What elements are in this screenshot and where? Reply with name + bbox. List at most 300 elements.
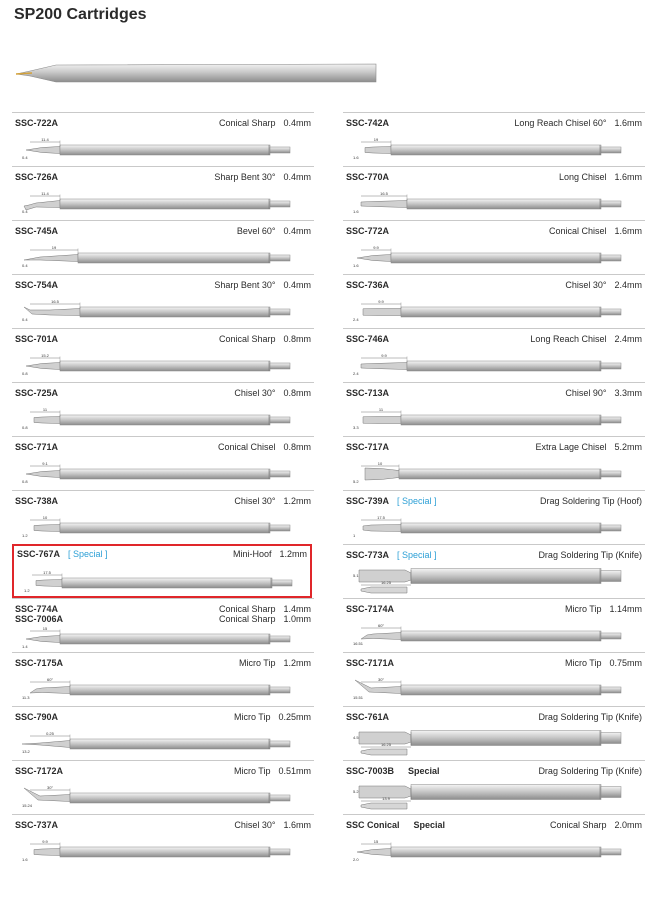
model-label: SSC-7003B — [346, 766, 395, 776]
tip-type: Chisel 30° — [234, 388, 276, 398]
cartridge-entry — [343, 382, 645, 437]
dimension-width: 1.6 — [353, 209, 359, 214]
cartridge-entry — [343, 814, 645, 869]
tip-size: 1.4mm — [283, 604, 311, 614]
tip-type: Chisel 30° — [565, 280, 607, 290]
tip-size: 0.51mm — [278, 766, 311, 776]
dimension-length: 60° — [377, 623, 385, 628]
model-label: SSC-773A — [346, 550, 390, 560]
model-label: SSC-7174A — [346, 604, 395, 614]
cartridge-entry — [343, 220, 645, 275]
dimension-width: 1.4 — [22, 644, 28, 649]
cartridge-shaft — [60, 361, 270, 371]
cartridge-drawing — [20, 189, 300, 219]
tip-type: Conical Sharp — [218, 334, 276, 344]
model-label: SSC-738A — [15, 496, 59, 506]
cartridge-shaft — [60, 523, 270, 533]
cartridge-entry — [12, 436, 314, 491]
tip-type: Conical Sharp — [218, 604, 276, 614]
cartridge-end — [601, 309, 621, 315]
cartridge-shaft — [70, 739, 270, 749]
model-label: SSC-726A — [15, 172, 59, 182]
cartridge-entry — [12, 814, 314, 869]
cartridge-drawing — [351, 405, 631, 435]
cartridge-shaft — [391, 847, 601, 857]
model-number — [346, 496, 437, 507]
cartridge-end — [270, 525, 290, 531]
tip-description — [540, 496, 642, 507]
tip-size: 5.2mm — [614, 442, 642, 452]
dimension-length: 16.5 — [51, 299, 59, 304]
cartridge-drawing — [351, 783, 631, 813]
special-badge: [ Special ] — [68, 549, 108, 559]
cartridge-end — [601, 363, 621, 369]
cartridge-drawing — [20, 837, 300, 867]
model-label: SSC-746A — [346, 334, 390, 344]
cartridge-entry-highlighted — [12, 544, 312, 598]
cartridge-end — [270, 255, 290, 261]
cartridge-end — [270, 201, 290, 207]
dimension-width: 5.2 — [353, 479, 359, 484]
tip-type: Drag Soldering Tip (Knife) — [538, 712, 642, 722]
cartridge-shaft — [70, 793, 270, 803]
tip-type: Mini-Hoof — [232, 549, 272, 559]
tip-profile — [24, 201, 60, 211]
dimension-length: 16.5 — [380, 191, 388, 196]
model-number — [15, 442, 58, 453]
dimension-length: 15 — [42, 626, 48, 631]
cartridge-end — [270, 471, 290, 477]
cartridge-end — [601, 687, 621, 693]
tip-size: 0.4mm — [283, 226, 311, 236]
dimension-width: 0.8 — [22, 425, 28, 430]
dimension-length: 11.4 — [41, 191, 49, 196]
dimension-width: 2.4 — [353, 371, 359, 376]
dimension-length: 0.25 — [46, 731, 54, 736]
tip-size: 2.4mm — [614, 280, 642, 290]
cartridge-shaft — [60, 415, 270, 425]
model-number — [346, 118, 389, 129]
tip-profile — [361, 201, 407, 208]
dimension-width: 1 — [353, 533, 356, 538]
cartridge-drawing — [351, 351, 631, 381]
dimension-width: 5.2 — [353, 789, 359, 794]
cartridge-shaft — [399, 469, 601, 479]
cartridge-end — [270, 849, 290, 855]
dimension-width: 1.6 — [353, 263, 359, 268]
tip-type: Drag Soldering Tip (Hoof) — [539, 496, 642, 506]
tip-description — [550, 820, 642, 831]
cartridge-drawing — [20, 729, 300, 759]
dimension-width: 15.51 — [353, 695, 364, 700]
cartridge-end — [270, 636, 290, 642]
cartridge-end — [601, 525, 621, 531]
tip-size: 2.4mm — [614, 334, 642, 344]
dimension-length: 9.9 — [373, 245, 379, 250]
dimension-width: 11.3 — [22, 695, 30, 700]
dimension-length: 11 — [42, 407, 48, 412]
tip-type: Conical Chisel — [548, 226, 607, 236]
dimension-length: 30° — [46, 785, 54, 790]
cartridge-end — [601, 147, 621, 153]
cartridge-end — [270, 795, 290, 801]
tip-description — [219, 334, 311, 345]
model-number — [15, 496, 58, 507]
tip-description — [234, 820, 311, 831]
tip-type: Conical Sharp — [549, 820, 607, 830]
tip-type: Long Reach Chisel 60° — [514, 118, 607, 128]
tip-type: Conical Chisel — [217, 442, 276, 452]
model-number-secondary: SSC-7006A — [15, 614, 64, 624]
tip-profile — [357, 849, 391, 856]
model-label: SSC-771A — [15, 442, 59, 452]
cartridge-drawing — [20, 675, 300, 705]
cartridge-end — [270, 417, 290, 423]
dimension-width: 0.8 — [22, 371, 28, 376]
tip-side-view — [361, 587, 407, 593]
cartridge-end — [270, 687, 290, 693]
dimension-length: 10 — [377, 461, 383, 466]
cartridge-drawing — [20, 297, 300, 327]
model-number — [15, 226, 58, 237]
cartridge-shaft — [401, 685, 601, 695]
tip-profile — [361, 633, 401, 640]
tip-type: Micro Tip — [564, 604, 602, 614]
tip-type: Micro Tip — [233, 712, 271, 722]
tip-description — [239, 658, 311, 669]
tip-size: 0.25mm — [278, 712, 311, 722]
cartridge-shaft — [60, 469, 270, 479]
cartridge-drawing — [351, 297, 631, 327]
cartridge-drawing — [351, 675, 631, 705]
model-number — [346, 334, 389, 345]
tip-type: Drag Soldering Tip (Knife) — [538, 766, 642, 776]
cartridge-drawing — [351, 837, 631, 867]
cartridge-drawing — [20, 624, 300, 654]
dimension-width: 1.6 — [22, 857, 28, 862]
tip-size: 0.4mm — [283, 280, 311, 290]
tip-description — [234, 712, 311, 723]
cartridge-entry — [343, 112, 645, 167]
tip-description — [234, 766, 311, 777]
special-badge: [ Special ] — [397, 496, 437, 506]
cartridge-entry — [343, 706, 645, 761]
tip-size: 0.8mm — [283, 334, 311, 344]
tip-type: Micro Tip — [233, 766, 271, 776]
model-label: SSC-739A — [346, 496, 390, 506]
tip-size: 0.4mm — [283, 118, 311, 128]
tip-description — [559, 172, 642, 183]
model-number — [346, 712, 389, 723]
tip-profile — [26, 636, 60, 643]
model-label: SSC-774A — [15, 604, 59, 614]
cartridge-entry — [12, 220, 314, 275]
model-number — [346, 172, 389, 183]
tip-type: Long Reach Chisel — [530, 334, 607, 344]
cartridge-drawing — [351, 189, 631, 219]
tip-type: Chisel 30° — [234, 496, 276, 506]
cartridge-drawing — [351, 621, 631, 651]
cartridge-shaft — [407, 199, 601, 209]
dimension-width: 3.3 — [353, 425, 359, 430]
dimension-length: 17.5 — [43, 570, 51, 575]
dimension-length: 16.25 — [380, 580, 392, 585]
dimension-length: 30° — [377, 677, 385, 682]
tip-profile — [26, 471, 60, 478]
cartridge-drawing — [351, 459, 631, 489]
tip-type: Micro Tip — [238, 658, 276, 668]
dimension-length: 19 — [373, 137, 379, 142]
dimension-width: 15.24 — [22, 803, 33, 808]
model-number — [346, 226, 389, 237]
cartridge-end — [601, 571, 621, 582]
tip-description — [237, 226, 311, 237]
cartridge-end — [601, 471, 621, 477]
tip-description — [234, 388, 311, 399]
model-label: SSC-742A — [346, 118, 390, 128]
model-number — [15, 118, 58, 129]
tip-type: Drag Soldering Tip (Knife) — [538, 550, 642, 560]
dimension-width: 0.4 — [22, 317, 28, 322]
cartridge-entry — [343, 274, 645, 329]
dimension-width: 1.2 — [22, 533, 28, 538]
tip-size: 1.6mm — [283, 820, 311, 830]
model-label: SSC-7172A — [15, 766, 64, 776]
model-label: SSC-725A — [15, 388, 59, 398]
cartridge-shaft — [401, 523, 601, 533]
model-number — [346, 388, 389, 399]
dimension-length: 60° — [46, 677, 54, 682]
cartridge-end — [270, 309, 290, 315]
dimension-length: 10 — [42, 515, 48, 520]
model-number — [346, 658, 394, 669]
tip-profile — [365, 468, 399, 480]
cartridge-drawing — [20, 783, 300, 813]
cartridge-entry — [343, 436, 645, 491]
tip-description — [233, 549, 307, 560]
model-number — [17, 549, 108, 560]
cartridge-entry — [343, 328, 645, 383]
dimension-length: 15 — [373, 839, 379, 844]
tip-description — [565, 388, 642, 399]
cartridge-hero-image — [16, 55, 378, 91]
tip-size: 1.6mm — [614, 118, 642, 128]
cartridge-end — [601, 733, 621, 744]
dimension-width: 1.2 — [24, 588, 30, 593]
tip-profile — [34, 417, 60, 424]
cartridge-entry — [343, 166, 645, 221]
model-label: SSC-790A — [15, 712, 59, 722]
cartridge-shaft — [60, 847, 270, 857]
tip-size: 1.2mm — [283, 496, 311, 506]
model-label: SSC-767A — [17, 549, 61, 559]
cartridge-entry — [12, 706, 314, 761]
tip-type: Extra Lage Chisel — [535, 442, 607, 452]
model-number — [15, 280, 58, 291]
tip-description — [565, 280, 642, 291]
dimension-width: 13.2 — [22, 749, 30, 754]
tip-profile — [365, 147, 391, 154]
cartridge-entry — [12, 112, 314, 167]
dimension-length: 13.9 — [382, 796, 390, 801]
tip-profile — [24, 307, 80, 316]
dimension-width: 0.4 — [22, 263, 28, 268]
tip-type: Conical Sharp — [218, 614, 276, 624]
model-number — [346, 604, 394, 615]
tip-size: 1.0mm — [283, 614, 311, 624]
cartridge-shaft — [62, 578, 272, 588]
tip-profile — [363, 417, 401, 424]
model-number — [15, 658, 63, 669]
page-title: SP200 Cartridges — [14, 6, 147, 23]
tip-type: Sharp Bent 30° — [214, 280, 276, 290]
tip-description — [214, 172, 311, 183]
tip-description — [218, 442, 311, 453]
dimension-width: 1.6 — [353, 155, 359, 160]
tip-description — [514, 118, 642, 129]
cartridge-shaft — [391, 145, 601, 155]
cartridge-entry — [343, 490, 645, 545]
dimension-length: 9.9 — [42, 839, 48, 844]
cartridge-shaft — [70, 685, 270, 695]
model-label: SSC-7171A — [346, 658, 395, 668]
model-number — [15, 388, 58, 399]
cartridge-shaft — [401, 307, 601, 317]
cartridge-entry — [343, 652, 645, 707]
model-number — [346, 766, 440, 777]
cartridge-shaft — [80, 307, 270, 317]
tip-type: Chisel 30° — [234, 820, 276, 830]
model-label: SSC-745A — [15, 226, 59, 236]
cartridge-entry — [12, 382, 314, 437]
cartridge-drawing — [20, 459, 300, 489]
tip-profile — [26, 363, 60, 370]
tip-profile — [34, 525, 60, 532]
cartridge-drawing — [20, 351, 300, 381]
tip-profile — [36, 580, 62, 587]
cartridge-entry — [12, 490, 314, 545]
tip-size: 0.8mm — [283, 442, 311, 452]
model-number — [15, 712, 58, 723]
cartridge-entry — [12, 328, 314, 383]
cartridge-drawing — [20, 135, 300, 165]
tip-profile — [34, 849, 60, 856]
model-label: SSC Conical — [346, 820, 400, 830]
model-number — [346, 280, 389, 291]
cartridge-shaft — [391, 253, 601, 263]
model-label: SSC-737A — [15, 820, 59, 830]
tip-description — [549, 226, 642, 237]
dimension-length: 19 — [51, 245, 57, 250]
tip-size: 1.6mm — [614, 172, 642, 182]
cartridge-entry — [12, 598, 314, 653]
cartridge-end — [601, 787, 621, 798]
tip-description — [535, 442, 642, 453]
special-label: Special — [408, 766, 440, 776]
cartridge-shaft — [407, 361, 601, 371]
tip-description — [234, 496, 311, 507]
cartridge-entry — [12, 652, 314, 707]
model-label: SSC-713A — [346, 388, 390, 398]
cartridge-drawing — [351, 567, 631, 597]
cartridge-entry — [343, 760, 645, 815]
cartridge-drawing — [20, 513, 300, 543]
tip-size: 1.2mm — [279, 549, 307, 559]
cartridge-end — [601, 417, 621, 423]
dimension-width: 16.51 — [353, 641, 364, 646]
tip-profile — [26, 147, 60, 154]
tip-size: 1.14mm — [609, 604, 642, 614]
dimension-length: 17.5 — [377, 515, 385, 520]
cartridge-entry — [12, 760, 314, 815]
cartridge-end — [270, 741, 290, 747]
model-label: SSC-772A — [346, 226, 390, 236]
tip-profile — [24, 255, 78, 262]
cartridge-end — [601, 849, 621, 855]
cartridge-end — [601, 201, 621, 207]
tip-description — [219, 118, 311, 129]
tip-description — [538, 550, 642, 561]
tip-profile — [363, 525, 401, 532]
tip-type: Bevel 60° — [236, 226, 276, 236]
cartridge-shaft — [411, 731, 601, 746]
cartridge-drawing — [20, 405, 300, 435]
dimension-width: 4.5 — [353, 735, 359, 740]
dimension-length: 9.9 — [378, 299, 384, 304]
model-label: SSC-754A — [15, 280, 59, 290]
model-number — [15, 766, 63, 777]
cartridge-shaft — [411, 569, 601, 584]
tip-description — [214, 280, 311, 291]
cartridge-shaft — [401, 631, 601, 641]
tip-profile — [22, 741, 70, 748]
model-label: SSC-717A — [346, 442, 390, 452]
cartridge-shaft — [411, 785, 601, 800]
cartridge-end — [270, 363, 290, 369]
cartridge-entry — [12, 166, 314, 221]
model-label: SSC-7175A — [15, 658, 64, 668]
cartridge-drawing — [22, 568, 302, 598]
tip-type: Conical Sharp — [218, 118, 276, 128]
tip-profile — [357, 255, 391, 262]
tip-profile — [30, 687, 70, 694]
model-number — [15, 820, 58, 831]
tip-size: 3.3mm — [614, 388, 642, 398]
cartridge-end — [270, 147, 290, 153]
special-label: Special — [413, 820, 446, 830]
model-label: SSC-770A — [346, 172, 390, 182]
cartridge-drawing — [351, 513, 631, 543]
cartridge-shaft — [78, 253, 270, 263]
dimension-width: 0.8 — [22, 479, 28, 484]
special-badge: [ Special ] — [397, 550, 437, 560]
tip-type: Long Chisel — [558, 172, 607, 182]
tip-description — [565, 658, 642, 669]
tip-size: 0.4mm — [283, 172, 311, 182]
cartridge-shaft — [60, 199, 270, 209]
tip-type: Micro Tip — [564, 658, 602, 668]
tip-side-view — [361, 803, 407, 809]
tip-description — [538, 766, 642, 777]
model-number — [15, 172, 58, 183]
dimension-width: 5.1 — [353, 573, 359, 578]
cartridge-drawing — [351, 243, 631, 273]
cartridge-entry — [12, 274, 314, 329]
cartridge-end — [272, 580, 292, 586]
tip-description — [565, 604, 642, 615]
cartridge-drawing — [351, 729, 631, 759]
dimension-length: 16.25 — [380, 742, 392, 747]
